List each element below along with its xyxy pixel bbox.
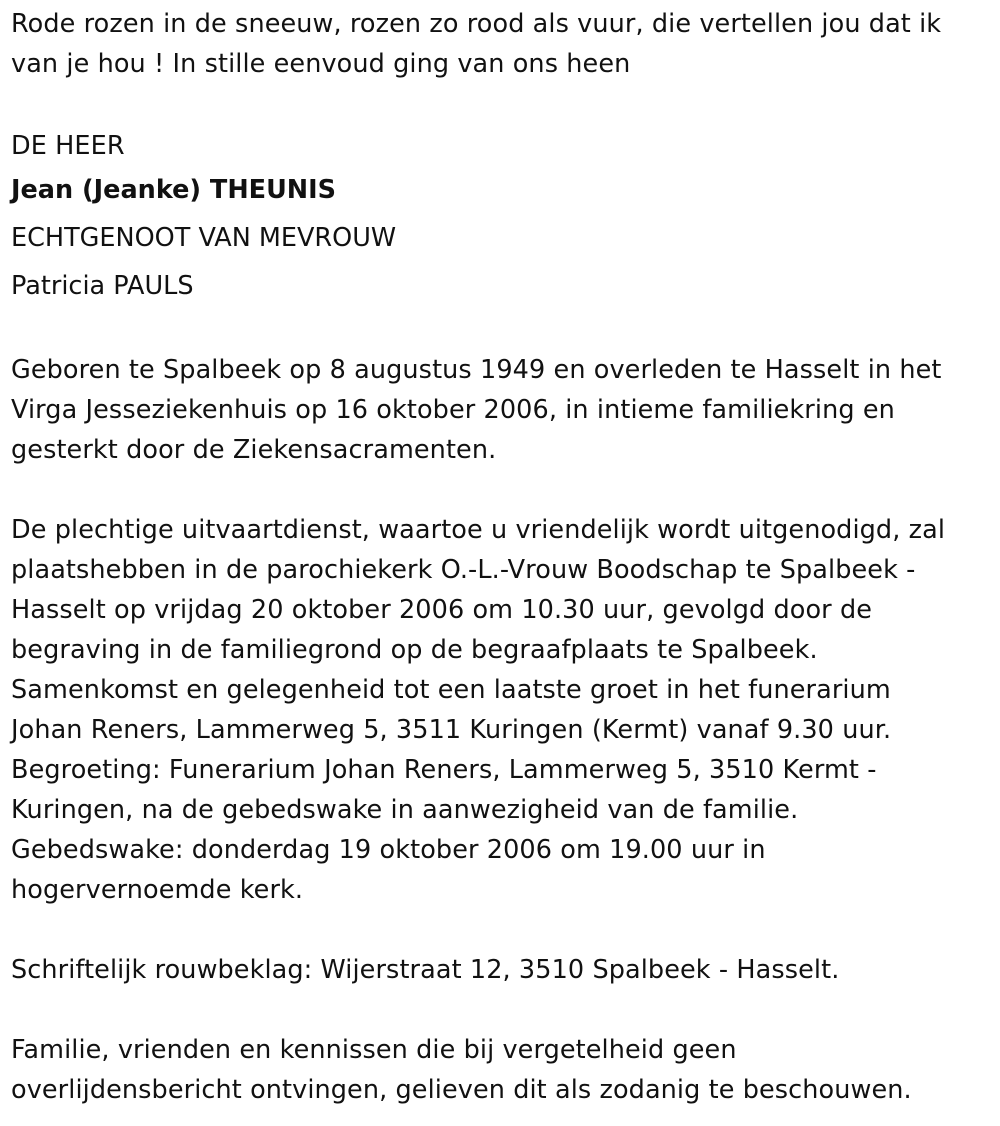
paragraph-line: Hasselt op vrijdag 20 oktober 2006 om 10.30 uur, gevolgd door de	[11, 595, 873, 625]
spacer	[11, 470, 991, 510]
paragraph-line: begraving in de familiegrond op de begraafplaats te Spalbeek.	[11, 635, 818, 665]
spouse-label: ECHTGENOOT VAN MEVROUW	[11, 223, 397, 253]
spacer	[11, 910, 991, 950]
birth-death-paragraph	[11, 350, 991, 470]
spouse-name: Patricia PAULS	[11, 271, 194, 301]
paragraph-line: plaatshebben in de parochiekerk O.-L.-Vrouw Boodschap te Spalbeek -	[11, 555, 916, 585]
spacer	[11, 84, 991, 126]
intro-line: van je hou ! In stille eenvoud ging van ons heen	[11, 49, 631, 79]
deceased-block	[11, 126, 991, 310]
paragraph-line: Familie, vrienden en kennissen die bij vergetelheid geen	[11, 1035, 737, 1065]
paragraph-line: Johan Reners, Lammerweg 5, 3511 Kuringen (Kermt) vanaf 9.30 uur.	[11, 715, 892, 745]
paragraph-line: Gebedswake: donderdag 19 oktober 2006 om 19.00 uur in	[11, 835, 766, 865]
paragraph-line: hogervernoemde kerk.	[11, 875, 304, 905]
paragraph-line: Geboren te Spalbeek op 8 augustus 1949 en overleden te Hasselt in het	[11, 355, 942, 385]
deceased-name: Jean (Jeanke) THEUNIS	[11, 175, 336, 205]
paragraph-line: overlijdensbericht ontvingen, gelieven dit als zodanig te beschouwen.	[11, 1075, 912, 1105]
paragraph-line: gesterkt door de Ziekensacramenten.	[11, 435, 497, 465]
intro-text	[11, 4, 991, 84]
paragraph-line: Virga Jesseziekenhuis op 16 oktober 2006, in intieme familiekring en	[11, 395, 895, 425]
paragraph-line: Begroeting: Funerarium Johan Reners, Lammerweg 5, 3510 Kermt -	[11, 755, 877, 785]
title-prefix: DE HEER	[11, 131, 125, 161]
condolences-paragraph	[11, 950, 991, 990]
spacer	[11, 990, 991, 1030]
funeral-paragraph	[11, 510, 991, 910]
paragraph-line: Kuringen, na de gebedswake in aanwezigheid van de familie.	[11, 795, 799, 825]
closing-paragraph	[11, 1030, 991, 1110]
obituary-notice	[11, 4, 991, 1110]
paragraph-line: De plechtige uitvaartdienst, waartoe u vriendelijk wordt uitgenodigd, zal	[11, 515, 946, 545]
spacer	[11, 310, 991, 350]
condolences-address: Schriftelijk rouwbeklag: Wijerstraat 12, 3510 Spalbeek - Hasselt.	[11, 955, 840, 985]
intro-line: Rode rozen in de sneeuw, rozen zo rood als vuur, die vertellen jou dat ik	[11, 9, 942, 39]
paragraph-line: Samenkomst en gelegenheid tot een laatste groet in het funerarium	[11, 675, 891, 705]
